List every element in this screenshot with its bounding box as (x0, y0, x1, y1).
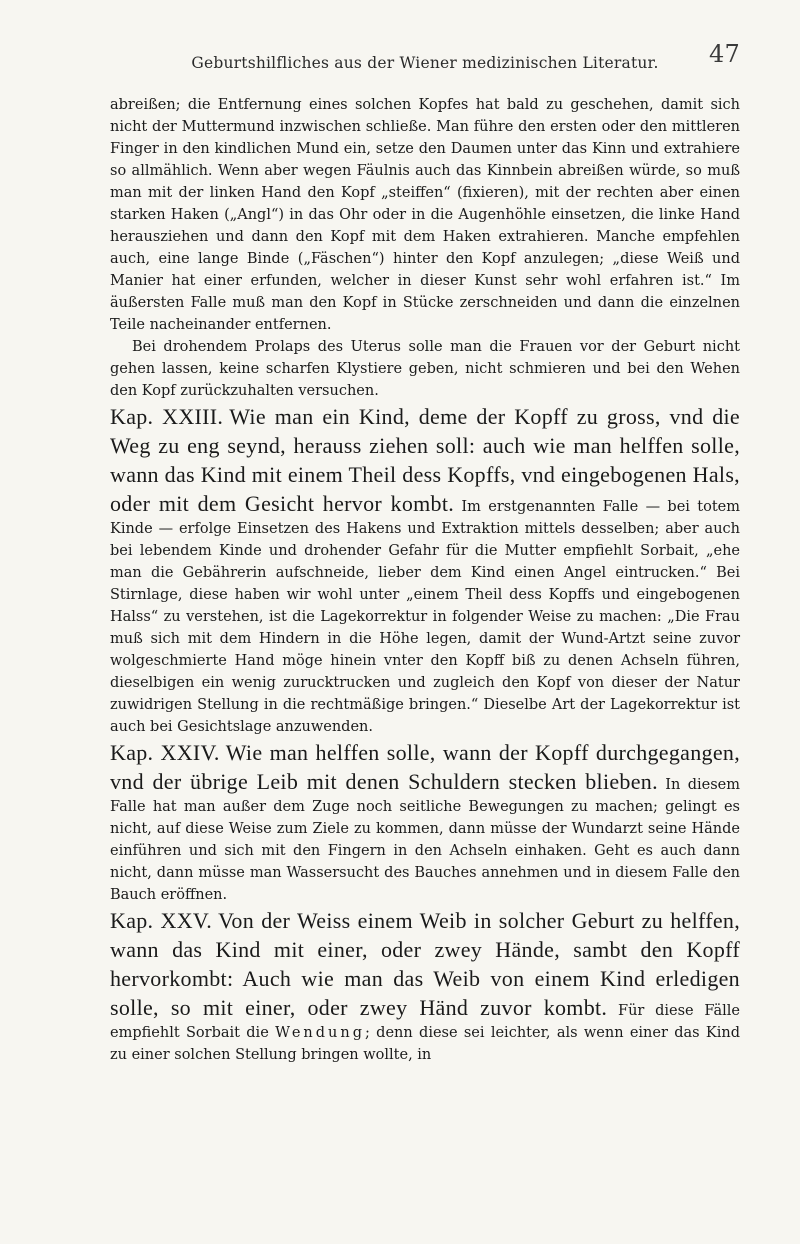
paragraph: Bei drohendem Prolaps des Uterus solle man die Frauen vor der Geburt nicht gehen lassen, keine scharfen Klystiere geben, nicht schmieren und bei den Wehen den Kopf zurückzuhalten versuchen. (110, 339, 740, 399)
chapter-label: Kap. XXIII. (110, 404, 224, 429)
chapter-text: Im erstgenannten Falle — bei totem Kinde — erfolge Einsetzen des Hakens und Extraktion mittels desselben; aber auch bei lebendem Kinde und drohender Gefahr für die Mutter empfiehlt Sorbait, „ehe man die Gebährerin aufschneide, lieber dem Kind einen Angel eintrucken.“ Bei Stirnlage, diese haben wir wohl unter „einem Theil dess Kopffs und eingebogenen Halss“ zu verstehen, ist die Lagekorrektur in folgender Weise zu machen: „Die Frau muß sich mit dem Hindern in die Höhe legen, damit der Wund-Artzt seine zuvor wolgeschmierte Hand möge hinein vnter den Kopff biß zu denen Achseln führen, dieselbigen ein wenig zurucktrucken und zugleich den Kopf von dieser der Natur zuwidrigen Stellung in die rechtmäßige bringen.“ Dieselbe Art der Lagekorrektur ist auch bei Gesichtslage anzuwenden. (110, 499, 740, 735)
emphasized-word: Wendung (275, 1025, 365, 1041)
chapter-title: Von der Weiss einem Weib in solcher Geburt zu helffen, wann das Kind mit einer, oder zwey Hände, sambt den Kopff hervorkombt: Auch wie man das Weib von einem Kind erledigen solle, so mit einer, oder zwey Händ zuvor kombt. (110, 908, 741, 1020)
running-head (110, 40, 740, 78)
chapter-text-start: Für diese Fälle empfiehlt Sorbait die (110, 1003, 740, 1041)
chapter-heading (110, 740, 740, 794)
chapter-xxv (110, 906, 740, 1066)
chapter-xxiii (110, 402, 740, 738)
chapter-text-end: ; denn diese sei leichter, als wenn einer das Kind zu einer solchen Stellung bringen wollte, in (110, 1025, 740, 1063)
chapter-title: Wie man helffen solle, wann der Kopff durchgegangen, vnd der übrige Leib mit denen Schuldern stecken blieben. (110, 740, 740, 794)
chapter-label: Kap. XXV. (110, 908, 213, 933)
paragraph: abreißen; die Entfernung eines solchen Kopfes hat bald zu geschehen, damit sich nicht der Muttermund inzwischen schließe. Man führe den ersten oder den mittleren Finger in den kindlichen Mund ein, setze den Daumen unter das Kinn und extrahiere so allmählich. Wenn aber wegen Fäulnis auch das Kinnbein abreißen würde, so muß man mit der linken Hand den Kopf „steiffen“ (fixieren), mit der rechten aber einen starken Haken („Angl“) in das Ohr oder in die Augenhöhle einsetzen, die linke Hand herausziehen und dann den Kopf mit dem Haken extrahieren. Manche empfehlen auch, eine lange Binde („Fäschen“) hinter den Kopf anzulegen; „diese Weiß und Manier hat einer erfunden, welcher in dieser Kunst sehr wohl erfahren ist.“ Im äußersten Falle muß man den Kopf in Stücke zerschneiden und dann die einzelnen Teile nacheinander entfernen. (110, 97, 740, 333)
body-text (110, 94, 740, 1066)
running-head-title: Geburtshilfliches aus der Wiener medizinischen Literatur. (191, 54, 659, 72)
chapter-title: Wie man ein Kind, deme der Kopff zu gross, vnd die Weg zu eng seynd, herauss ziehen soll: auch wie man helffen solle, wann das Kind mit einem Theil dess Kopffs, vnd eingebogenen Hals, oder mit dem Gesicht hervor kombt. (110, 404, 740, 516)
chapter-xxiv (110, 738, 740, 906)
chapter-text: In diesem Falle hat man außer dem Zuge noch seitliche Bewegungen zu machen; gelingt es nicht, auf diese Weise zum Ziele zu kommen, dann müsse der Wundarzt seine Hände einführen und sich mit den Fingern in den Achseln einhaken. Geht es auch dann nicht, dann müsse man Wassersucht des Bauches annehmen und in diesem Falle den Bauch eröffnen. (110, 777, 741, 903)
page-number: 47 (709, 40, 740, 68)
chapter-label: Kap. XXIV. (110, 740, 220, 765)
